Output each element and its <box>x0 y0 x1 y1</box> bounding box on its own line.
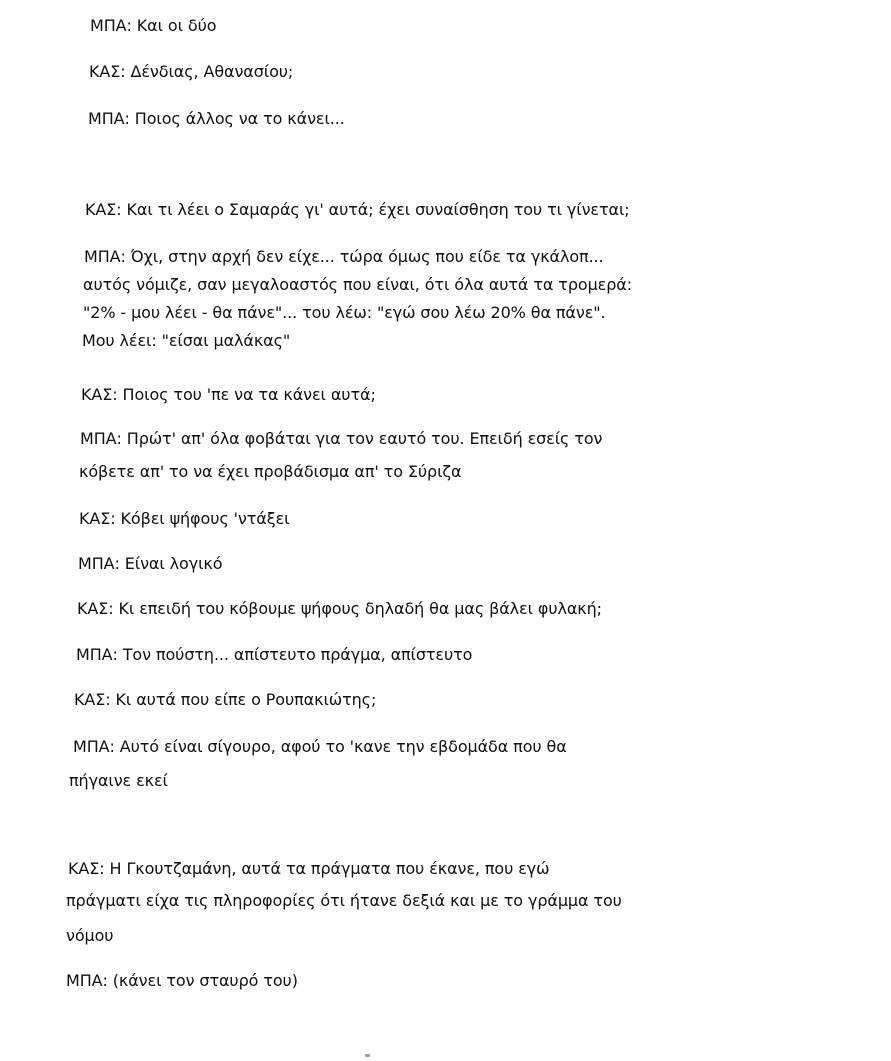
transcript-line: ΜΠΑ: Ποιος άλλος να το κάνει... <box>88 109 345 128</box>
scan-speck <box>365 1054 370 1057</box>
transcript-line: κόβετε απ' το να έχει προβάδισμα απ' το Σύριζα <box>79 462 462 481</box>
transcript-line: ΜΠΑ: Τον πούστη... απίστευτο πράγμα, απίστευτο <box>76 645 473 664</box>
transcript-line: ΜΠΑ: Όχι, στην αρχή δεν είχε... τώρα όμως που είδε τα γκάλοπ... <box>84 247 604 266</box>
transcript-line: ΜΠΑ: Αυτό είναι σίγουρο, αφού το 'κανε την εβδομάδα που θα <box>73 737 567 756</box>
transcript-line: ΜΠΑ: Είναι λογικό <box>78 554 223 573</box>
transcript-line: νόμου <box>66 926 114 945</box>
transcript-line: αυτός νόμιζε, σαν μεγαλοαστός που είναι, ότι όλα αυτά τα τρομερά: <box>83 275 632 294</box>
transcript-line: ΚΑΣ: Ποιος του 'πε να τα κάνει αυτά; <box>81 385 376 404</box>
transcript-line: πράγματι είχα τις πληροφορίες ότι ήτανε δεξιά και με το γράμμα του <box>66 891 622 910</box>
transcript-line: ΚΑΣ: Κόβει ψήφους 'ντάξει <box>79 509 290 528</box>
transcript-line: ΚΑΣ: Και τι λέει ο Σαμαράς γι' αυτά; έχει συναίσθηση του τι γίνεται; <box>85 200 630 219</box>
transcript-line: ΜΠΑ: Πρώτ' απ' όλα φοβάται για τον εαυτό του. Επειδή εσείς τον <box>80 429 603 448</box>
transcript-line: ΚΑΣ: Κι αυτά που είπε ο Ρουπακιώτης; <box>74 690 377 709</box>
transcript-line: ΚΑΣ: Δένδιας, Αθανασίου; <box>89 62 294 81</box>
transcript-line: ΜΠΑ: Και οι δύο <box>90 16 217 35</box>
transcript-line: πήγαινε εκεί <box>69 771 168 790</box>
transcript-line: ΜΠΑ: (κάνει τον σταυρό του) <box>66 971 298 990</box>
transcript-line: Μου λέει: "είσαι μαλάκας" <box>82 331 291 350</box>
transcript-line: ΚΑΣ: Κι επειδή του κόβουμε ψήφους δηλαδή θα μας βάλει φυλακή; <box>77 599 602 618</box>
transcript-line: "2% - μου λέει - θα πάνε"... του λέω: "εγώ σου λέω 20% θα πάνε". <box>83 303 606 322</box>
transcript-line: ΚΑΣ: Η Γκουτζαμάνη, αυτά τα πράγματα που έκανε, που εγώ <box>68 859 550 878</box>
